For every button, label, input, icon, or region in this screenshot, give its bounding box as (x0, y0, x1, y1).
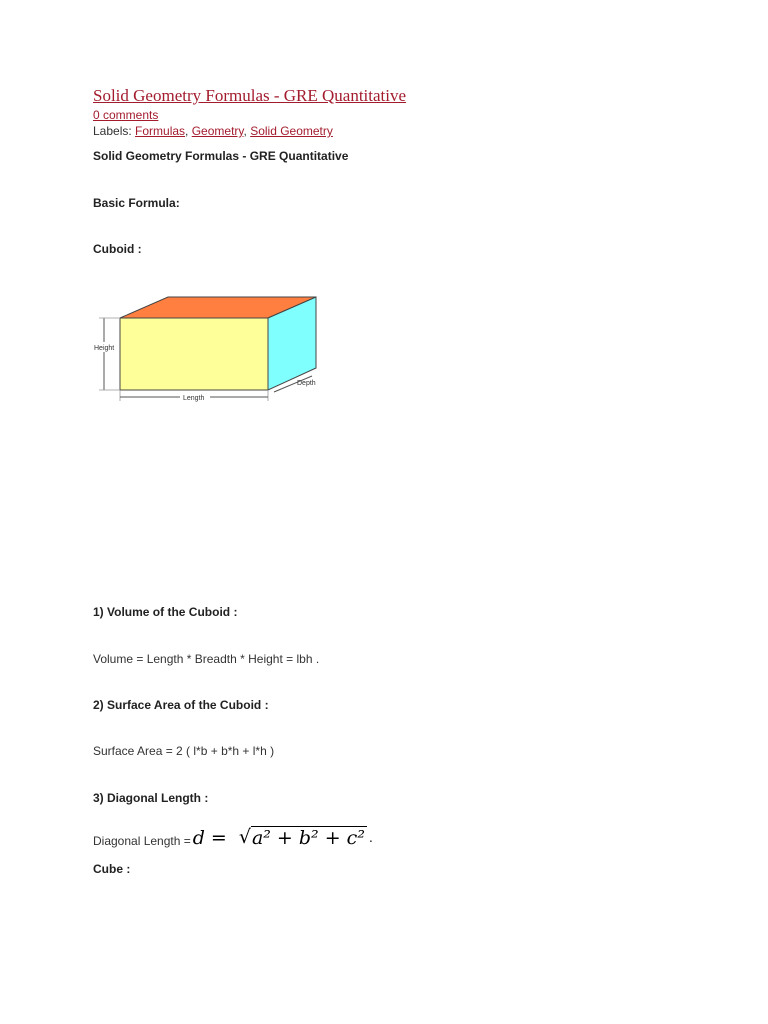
cuboid-figure (90, 290, 330, 405)
formula-equals: = (210, 826, 227, 849)
volume-formula-text: Volume = Length * Breadth * Height = lbh . (93, 652, 320, 666)
cuboid-front-face (120, 318, 268, 390)
sqrt-symbol: √ (238, 826, 251, 848)
post-labels (93, 124, 333, 138)
labels-prefix: Labels: (93, 124, 136, 138)
label-separator: , (243, 124, 251, 138)
cube-heading: Cube : (93, 862, 131, 876)
depth-label: Depth (297, 380, 316, 387)
volume-heading: 1) Volume of the Cuboid : (93, 605, 238, 619)
comments-link-text[interactable]: 0 comments (93, 108, 159, 122)
length-label: Length (183, 395, 205, 402)
diagonal-formula-row (93, 826, 373, 849)
formula-sqrt (239, 826, 367, 849)
label-separator: , (185, 124, 192, 138)
diagonal-label: Diagonal Length = (93, 833, 191, 848)
formula-radicand: a² + b² + c² (251, 827, 365, 849)
surface-area-formula-text: Surface Area = 2 ( l*b + b*h + l*h ) (93, 744, 275, 758)
label-link-formulas[interactable]: Formulas (135, 124, 186, 138)
comments-link[interactable] (93, 108, 158, 122)
post-title[interactable]: Solid Geometry Formulas - GRE Quantitative (93, 86, 407, 105)
formula-trailing-dot: . (368, 830, 373, 845)
label-link-solid-geometry[interactable]: Solid Geometry (250, 124, 333, 138)
basic-formula-heading: Basic Formula: (93, 196, 180, 210)
surface-area-heading: 2) Surface Area of the Cuboid : (93, 698, 269, 712)
diagonal-heading: 3) Diagonal Length : (93, 791, 209, 805)
height-label: Height (94, 345, 115, 352)
label-link-geometry[interactable]: Geometry (191, 124, 244, 138)
cuboid-heading: Cuboid : (93, 242, 142, 256)
formula-lhs: d (192, 826, 205, 849)
content-heading: Solid Geometry Formulas - GRE Quantitative (93, 149, 349, 163)
diagonal-formula (193, 826, 373, 849)
